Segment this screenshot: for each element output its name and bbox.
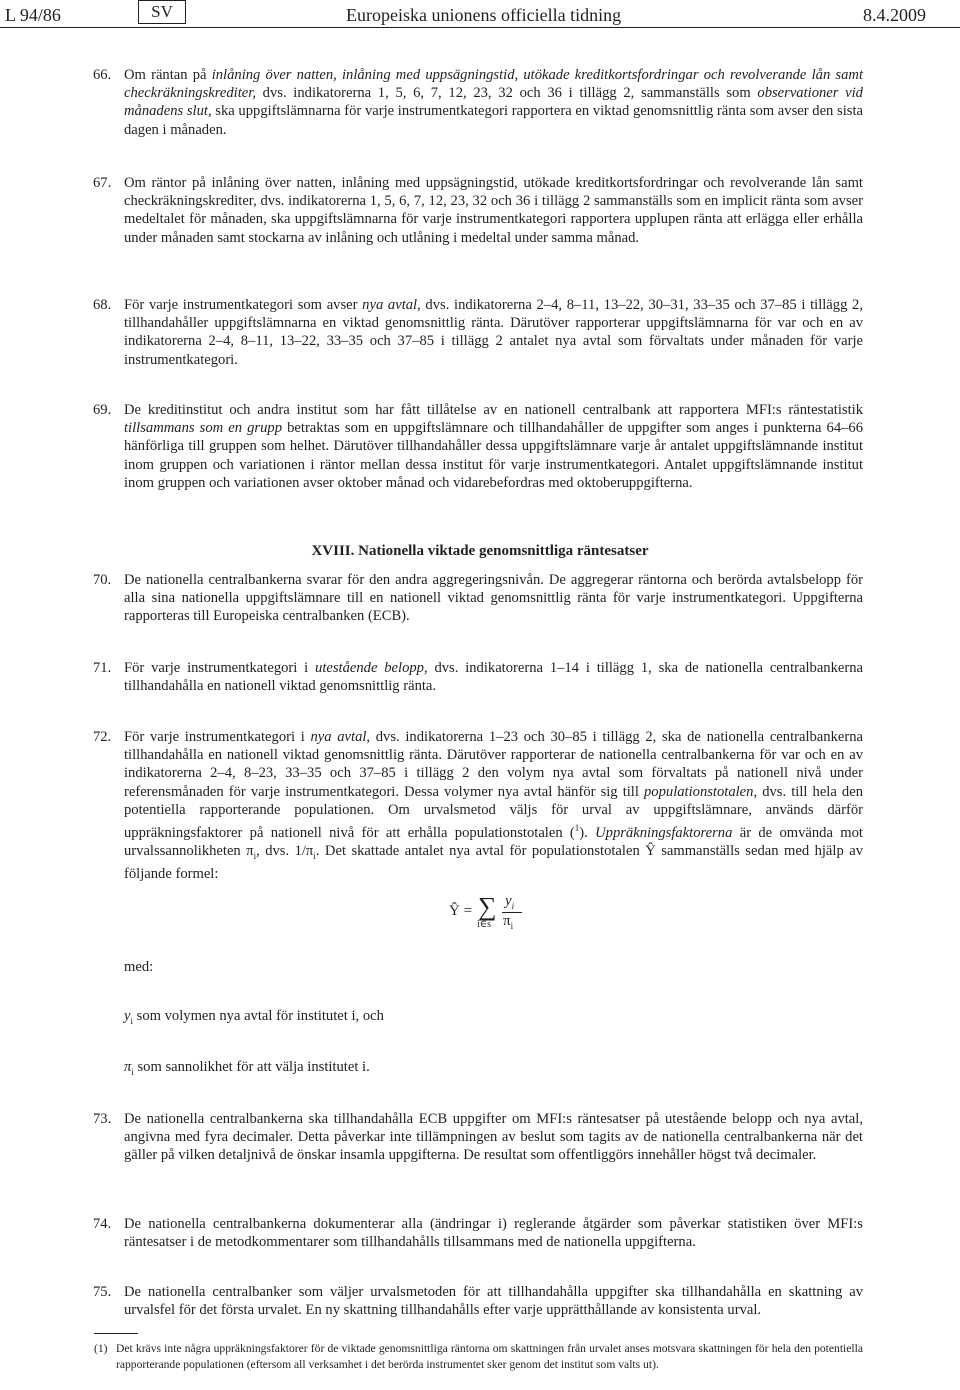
- paragraph-text: För varje instrumentkategori som avser nya avtal, dvs. indikatorerna 2–4, 8–11, 13–22, 30–31, 33–35 och 37–85 i tillägg 2, tillhandahåller uppgiftslämnarna en viktad genomsnittlig ränta. Därutöver rapporterar uppgiftslämnarna för var och en av indikatorerna 2–4, 8–11, 13–22, 33–35 och 37–85 i tillägg 2 antalet nya avtal som förvaltats under månaden för varje instrumentkategori.: [124, 297, 863, 368]
- page-reference: L 94/86: [5, 5, 61, 25]
- page-header: [0, 0, 960, 30]
- formula-denominator: $\pi_i$: [503, 913, 514, 931]
- paragraph-text: Om räntor på inlåning över natten, inlåning med uppsägningstid, utökade kreditkortsfordringar och revolverande lån samt checkräkningskrediter, dvs. indikatorerna 1, 5, 6, 7, 12, 23, 32 och 36 i tillägg 2 sammanställs som en implicit ränta som avser medeltalet för månaden, ska uppgiftslämnarna för varje instrumentkategori rapportera upplupen ränta att erlägga eller erhålla under månaden samt stockarna av inlåning och utlåning i medeltal under samma månad.: [124, 175, 863, 246]
- paragraph-number: 75.: [93, 1284, 112, 1300]
- publication-date: 8.4.2009: [863, 5, 926, 25]
- journal-title: Europeiska unionens officiella tidning: [346, 5, 622, 25]
- paragraph-70: [93, 571, 863, 626]
- paragraph-text: För varje instrumentkategori i nya avtal, dvs. indikatorerna 1–23 och 30–85 i tillägg 2, ska de nationella centralbankerna tillhandahålla en nationell viktad genomsnittlig ränta. Därutöver rapporterar de nationella centralbankerna för var och en av indikatorerna 2–4, 8–23, 33–35 och 37–85 i tillägg 2 den volym nya avtal som förvaltats på nationell nivå under referensmånaden för varje instrumentkategori. Dessa volymer nya avtal hänför sig till populationstotalen, dvs. till hela den potentiella rapporterande populationen. Om urvalsmetod väljs för urval av uppgiftslämnare, används därför uppräkningsfaktorer på nationell nivå för att erhålla populationstotalen ($^1$). Uppräkningsfaktorerna är de omvända mot urvalssannolikheten $\pi_i$, dvs. $1/\pi_i$. Det skattade antalet nya avtal för populationstotalen Ŷ sammanställs sedan med hjälp av följande formel:: [124, 729, 863, 883]
- paragraph-73: [93, 1110, 863, 1165]
- paragraph-text: De nationella centralbankerna svarar för den andra aggregeringsnivån. De aggregerar räntorna och berörda avtalsbelopp för alla sina nationella uppgiftslämnare till en nationell viktad genomsnittlig ränta för varje instrumentkategori. Uppgifterna rapporteras till Europeiska centralbanken (ECB).: [124, 572, 863, 625]
- paragraph-number: 74.: [93, 1216, 112, 1232]
- paragraph-74: [93, 1215, 863, 1251]
- paragraph-71: [93, 659, 863, 695]
- paragraph-number: 72.: [93, 729, 112, 745]
- paragraph-number: 70.: [93, 572, 112, 588]
- formula-numerator: $y_i$: [505, 893, 515, 911]
- paragraph-66: [93, 66, 863, 139]
- formula-lhs: Ŷ =: [449, 903, 473, 919]
- estimation-formula: [445, 893, 525, 933]
- footnote-rule: [94, 1333, 138, 1334]
- paragraph-text: De kreditinstitut och andra institut som har fått tillåtelse av en nationell centralbank att rapportera MFI:s räntestatistik tillsammans som en grupp betraktas som en uppgiftslämnare och tillhandahåller de uppgifter som anges i punkterna 64–66 hänförliga till gruppen som helhet. Därutöver tillhandahåller dessa uppgiftslämnare varje år antalet uppgiftslämnande institut inom gruppen och variationen i räntor mellan dessa institut för varje instrumentkategori. Antalet uppgiftslämnande institut inom gruppen och variationen avser oktober månad och vidarebefordras med oktoberuppgifterna.: [124, 402, 864, 491]
- definition-pi: $\pi_i$ som sannolikhet för att välja institutet i.: [124, 1059, 370, 1077]
- footnote-ref[interactable]: 1: [574, 823, 580, 834]
- paragraph-text: För varje instrumentkategori i utestående belopp, dvs. indikatorerna 1–14 i tillägg 1, ska de nationella centralbankerna tillhandahålla en nationell viktad genomsnittlig ränta.: [124, 660, 864, 695]
- language-badge: SV: [138, 0, 186, 24]
- definitions-label: med:: [124, 959, 154, 975]
- paragraph-text: Om räntan på inlåning över natten, inlåning med uppsägningstid, utökade kreditkortsfordringar och revolverande lån samt checkräkningskrediter, dvs. indikatorerna 1, 5, 6, 7, 12, 23, 32 och 36 i tillägg 2, sammanställs som observationer vid månadens slut, ska uppgiftslämnarna för varje instrumentkategori rapportera en viktad genomsnittlig ränta som avser den sista dagen i månaden.: [124, 67, 863, 138]
- definition-y: $y_i$ som volymen nya avtal för institutet i, och: [124, 1008, 384, 1026]
- paragraph-68: [93, 296, 863, 369]
- paragraph-text: De nationella centralbankerna ska tillhandahålla ECB uppgifter om MFI:s räntesatser på utestående belopp och nya avtal, angivna med fyra decimaler. Detta påverkar inte tillämpningen av beslut som tagits av de nationella centralbankerna när det gäller på vilken detaljnivå de önskar insamla uppgifterna. De resultat som offentliggörs innehåller högst två decimaler.: [124, 1111, 863, 1164]
- paragraph-number: 73.: [93, 1111, 112, 1127]
- paragraph-text: De nationella centralbankerna dokumenterar alla (ändringar i) reglerande åtgärder som påverkar statistiken över MFI:s räntesatser i de metodkommentarer som tillhandahålls tillsammans med de nationella uppgifterna.: [124, 1216, 863, 1251]
- footnote-text: Det krävs inte några uppräkningsfaktorer för de viktade genomsnittliga räntorna om skattningen från urvalet anses motsvara skattningen för hela den potentiella rapporterande populationen (eftersom all verksamhet i det berörda instrumentet sker genom det institut som valts ut).: [116, 1342, 863, 1371]
- paragraph-number: 71.: [93, 660, 112, 676]
- paragraph-number: 69.: [93, 402, 112, 418]
- header-rule: [0, 27, 960, 28]
- section-heading: XVIII. Nationella viktade genomsnittliga räntesatser: [311, 543, 649, 559]
- sum-symbol: ∑: [478, 892, 497, 921]
- paragraph-75: [93, 1283, 863, 1319]
- sum-index: i∈s: [477, 919, 492, 930]
- paragraph-69: [93, 401, 863, 492]
- footnote: [94, 1341, 863, 1372]
- paragraph-number: 68.: [93, 297, 112, 313]
- footnote-number: (1): [94, 1342, 108, 1355]
- paragraph-text: De nationella centralbanker som väljer urvalsmetoden för att tillhandahålla uppgifter ska tillhandahålla en skattning av urvalsfel för det första urvalet. En ny skattning tillhandahålls efter varje upprätthållande av konsistenta urval.: [124, 1284, 863, 1319]
- paragraph-number: 66.: [93, 67, 112, 83]
- paragraph-67: [93, 174, 863, 247]
- paragraph-number: 67.: [93, 175, 112, 191]
- paragraph-72: [93, 728, 863, 883]
